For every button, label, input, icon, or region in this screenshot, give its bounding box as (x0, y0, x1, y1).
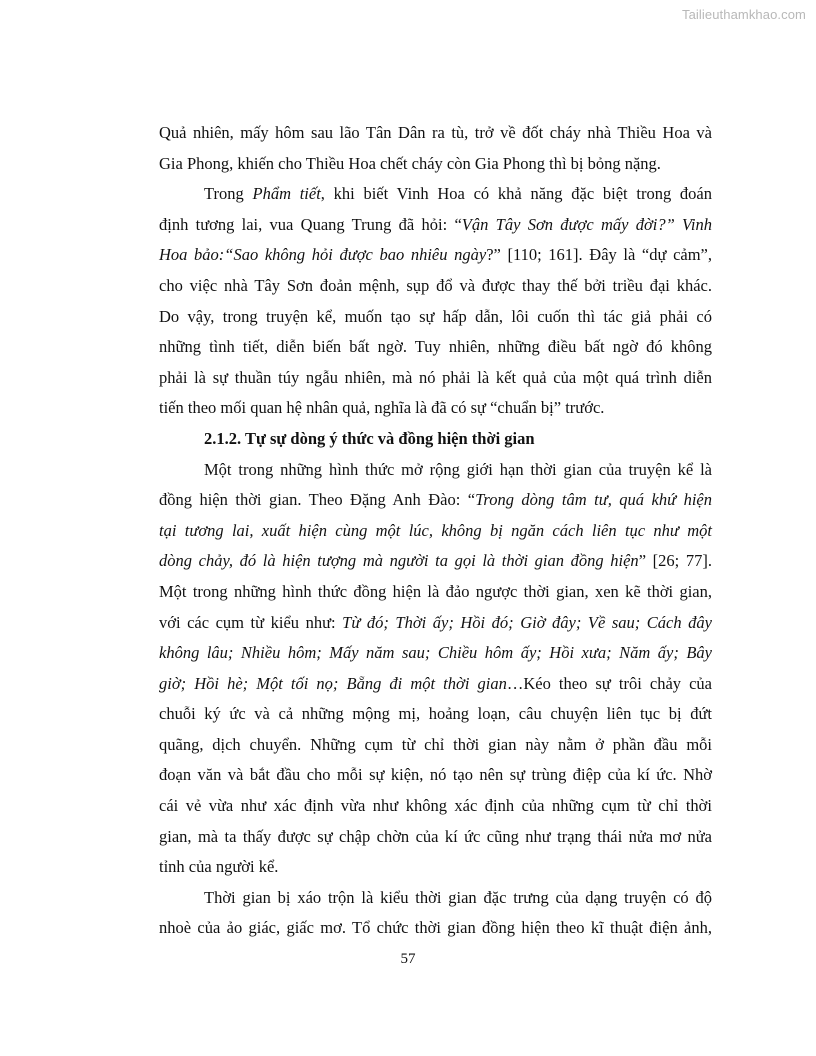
paragraph-line: Thời gian bị xáo trộn là kiểu thời gian đặc trưng của dạng truyện có độ (204, 887, 712, 907)
italic-quote: tại tương lai, xuất hiện cùng một lúc, không bị ngăn cách liên tục như một (159, 520, 712, 540)
paragraph-line (159, 669, 712, 700)
paragraph-line: Quả nhiên, mấy hôm sau lão Tân Dân ra tù, trở về đốt cháy nhà Thiều Hoa và (159, 123, 712, 142)
paragraph-line: Gia Phong, khiến cho Thiều Hoa chết cháy còn Gia Phong thì bị bỏng nặng. (159, 153, 661, 173)
text-run: , khi biết Vinh Hoa có khả năng đặc biệt trong đoán (320, 184, 712, 204)
paragraph-line: quãng, dịch chuyển. Những cụm từ chỉ thời gian này nằm ở phần đầu mỗi (159, 734, 712, 754)
paragraph-line: nhoè của ảo giác, giấc mơ. Tổ chức thời gian đồng hiện theo kĩ thuật điện ảnh, (159, 918, 712, 938)
text-run: Trong (204, 184, 253, 204)
text-run: với các cụm từ kiểu như: (159, 612, 343, 632)
italic-title: Phẩm tiết (252, 184, 321, 204)
italic-phrase-list: giờ; Hồi hè; Một tối nọ; Bẵng đi một thời gian (159, 673, 507, 693)
document-page (159, 118, 712, 944)
paragraph-line: tỉnh của người kể. (159, 857, 279, 877)
paragraph-line: những tình tiết, diễn biến bất ngờ. Tuy nhiên, những điều bất ngờ đó không (159, 337, 712, 357)
italic-quote: Vận Tây Sơn được mấy đời?” Vinh (461, 214, 712, 234)
paragraph-line: Một trong những hình thức đồng hiện là đảo ngược thời gian, xen kẽ thời gian, (159, 581, 712, 601)
paragraph-line (159, 179, 712, 210)
paragraph-line: đoạn văn và bắt đầu cho mỗi sự kiện, nó tạo nên sự trùng điệp của kí ức. Nhờ (159, 765, 712, 785)
paragraph-line (159, 608, 712, 639)
text-run: đồng hiện thời gian. Theo Đặng Anh Đào: “ (159, 490, 476, 510)
italic-quote: Hoa bảo:“Sao không hỏi được bao nhiêu ngày (159, 245, 487, 265)
paragraph-line: Một trong những hình thức mở rộng giới hạn thời gian của truyện kể là (204, 459, 712, 479)
paragraph-line: phải là sự thuần túy ngẫu nhiên, mà nó phải là kết quả của một quá trình diễn (159, 367, 712, 387)
paragraph-line: gian, mà ta thấy được sự chập chờn của kí ức cũng như trạng thái nửa mơ nửa (159, 826, 712, 846)
paragraph-line (159, 638, 712, 669)
paragraph-line (159, 210, 712, 241)
italic-phrase-list: không lâu; Nhiều hôm; Mấy năm sau; Chiều hôm ấy; Hồi xưa; Năm ấy; Bây (159, 643, 712, 663)
text-run: ” [26; 77]. (638, 551, 712, 571)
text-run: …Kéo theo sự trôi chảy của (506, 673, 712, 693)
paragraph-line: cho việc nhà Tây Sơn đoản mệnh, sụp đổ và được thay thế bởi triều đại khác. (159, 275, 712, 295)
paragraph-line (159, 240, 712, 271)
paragraph-line: cái vẻ vừa như xác định vừa như không xác định của những cụm từ chỉ thời (159, 796, 712, 816)
italic-quote: dòng chảy, đó là hiện tượng mà người ta gọi là thời gian đồng hiện (159, 551, 639, 571)
italic-phrase-list: Từ đó; Thời ấy; Hồi đó; Giờ đây; Về sau; Cách đây (342, 612, 712, 632)
page-number: 57 (400, 951, 416, 967)
text-run: định tương lai, vua Quang Trung đã hỏi: “ (159, 214, 462, 234)
paragraph-line (159, 516, 712, 547)
paragraph-line (159, 546, 712, 577)
text-run: ?” [110; 161]. Đây là “dự cảm”, (486, 245, 713, 265)
watermark: Tailieuthamkhao.com (681, 7, 806, 22)
italic-quote: Trong dòng tâm tư, quá khứ hiện (475, 490, 712, 510)
paragraph-line (159, 485, 712, 516)
paragraph-line: tiến theo mối quan hệ nhân quả, nghĩa là đã có sự “chuẩn bị” trước. (159, 398, 605, 418)
section-heading: 2.1.2. Tự sự dòng ý thức và đồng hiện thời gian (204, 428, 535, 448)
paragraph-line: Do vậy, trong truyện kể, muốn tạo sự hấp dẫn, lôi cuốn thì tác giả phải có (159, 306, 712, 326)
paragraph-line: chuỗi ký ức và cả những mộng mị, hoảng loạn, câu chuyện liên tục bị đứt (159, 704, 712, 724)
